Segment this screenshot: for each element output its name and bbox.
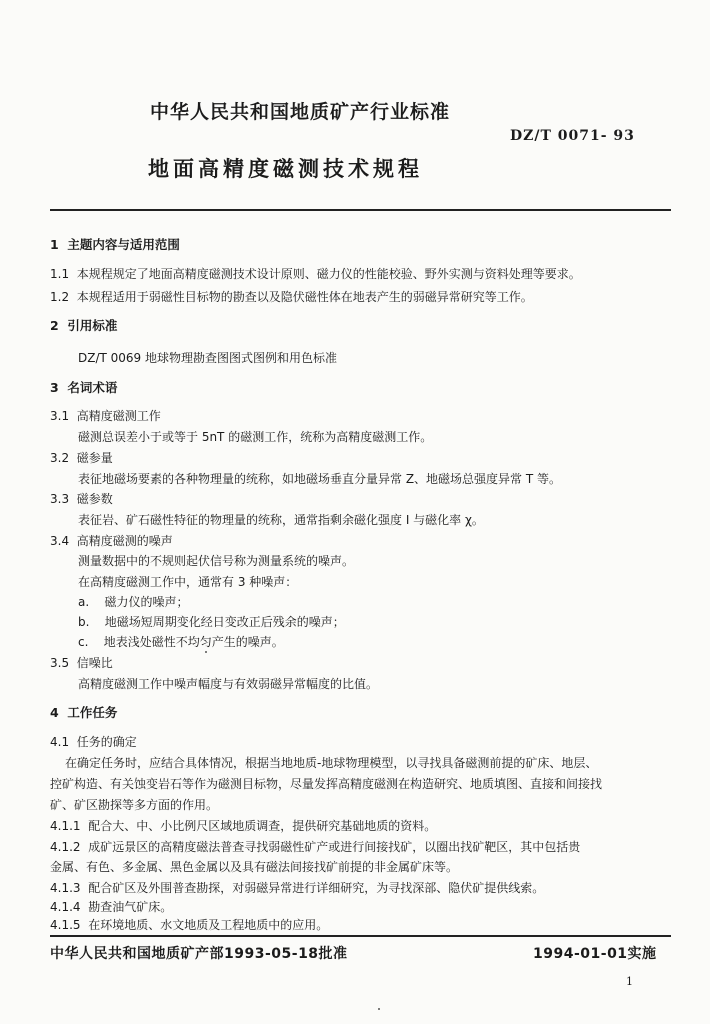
clause-text: 在环境地质、水文地质及工程地质中的应用。 (88, 918, 329, 932)
referenced-standard: DZ/T 0069 地球物理勘查图图式图例和用色标准 (78, 351, 338, 365)
document-title: 地面高精度磁测技术规程 (148, 157, 423, 181)
scan-speck (205, 651, 207, 653)
clause-4-1-paragraph-line-3: 矿、矿区勘探等多方面的作用。 (50, 798, 219, 812)
list-label: a. (78, 595, 90, 609)
noise-item-a (78, 594, 188, 610)
scan-speck (378, 1008, 380, 1010)
issuing-organization: 中华人民共和国地质矿产行业标准 (150, 101, 451, 123)
clause-1-2 (50, 289, 533, 305)
list-text: 地磁场短周期变化经日变改正后残余的噪声； (104, 615, 345, 629)
term-3-1-definition: 磁测总误差小于或等于 5nT 的磁测工作，统称为高精度磁测工作。 (78, 430, 433, 444)
list-label: b. (78, 615, 90, 629)
clause-number: 4.1.4 (50, 900, 81, 914)
clause-text: 本规程适用于弱磁性目标物的勘查以及隐伏磁性体在地表产生的弱磁异常研究等工作。 (76, 290, 533, 304)
section-1-heading (50, 237, 180, 253)
clause-text: 成矿远景区的高精度磁法普查寻找弱磁性矿产或进行间接找矿，以圈出找矿靶区，其中包括贵 (88, 840, 581, 854)
term-3-2-definition: 表征地磁场要素的各种物理量的统称，如地磁场垂直分量异常 Z、地磁场总强度异常 T 等。 (78, 472, 561, 486)
term-name: 高精度磁测的噪声 (76, 534, 173, 548)
clause-text: 勘查油气矿床。 (88, 900, 173, 914)
section-number: 2 (50, 318, 59, 333)
clause-4-1-3 (50, 880, 544, 896)
section-number: 3 (50, 380, 59, 395)
footer-divider (50, 935, 671, 937)
clause-4-1-4 (50, 899, 172, 915)
noise-item-b (78, 614, 345, 630)
clause-4-1-2 (50, 839, 580, 855)
header-divider (50, 209, 671, 211)
clause-4-1-paragraph-line-1: 在确定任务时，应结合具体情况，根据当地地质-地球物理模型，以寻找具备磁测前提的矿床、地层、 (65, 756, 598, 770)
section-number: 1 (50, 237, 59, 252)
term-3-5-definition: 高精度磁测工作中噪声幅度与有效弱磁异常幅度的比值。 (78, 677, 379, 691)
list-text: 磁力仪的噪声； (104, 595, 189, 609)
approval-statement: 中华人民共和国地质矿产部1993-05-18批准 (50, 946, 348, 962)
clause-4-1 (50, 734, 137, 750)
clause-4-1-paragraph-line-2: 控矿构造、有关蚀变岩石等作为磁测目标物，尽量发挥高精度磁测在构造研究、地质填图、直接和间接找 (50, 777, 603, 791)
term-name: 高精度磁测工作 (76, 409, 161, 423)
clause-number: 3.4 (50, 534, 70, 548)
clause-number: 4.1 (50, 735, 70, 749)
term-3-4 (50, 533, 173, 549)
clause-title: 任务的确定 (76, 735, 137, 749)
implementation-date: 1994-01-01实施 (533, 946, 657, 962)
section-title: 引用标准 (67, 318, 118, 333)
clause-number: 1.2 (50, 290, 70, 304)
section-3-heading (50, 380, 117, 396)
clause-4-1-2-line-2: 金属、有色、多金属、黑色金属以及具有磁法间接找矿前提的非金属矿床等。 (50, 860, 459, 874)
clause-4-1-1 (50, 818, 436, 834)
clause-number: 3.2 (50, 451, 70, 465)
clause-1-1 (50, 266, 581, 282)
term-name: 磁参量 (76, 451, 113, 465)
clause-text: 配合大、中、小比例尺区域地质调查，提供研究基础地质的资料。 (88, 819, 437, 833)
clause-number: 4.1.1 (50, 819, 81, 833)
clause-number: 4.1.5 (50, 918, 81, 932)
term-3-1 (50, 408, 161, 424)
term-3-4-noise-intro: 在高精度磁测工作中，通常有 3 种噪声： (78, 575, 298, 589)
term-3-3 (50, 491, 113, 507)
clause-number: 3.5 (50, 656, 70, 670)
page-number: 1 (626, 975, 633, 988)
section-title: 主题内容与适用范围 (67, 237, 180, 252)
clause-text: 本规程规定了地面高精度磁测技术设计原则、磁力仪的性能校验、野外实测与资料处理等要求。 (76, 267, 581, 281)
standard-code: DZ/T 0071- 93 (510, 128, 635, 144)
section-4-heading (50, 705, 117, 721)
list-text: 地表浅处磁性不均匀产生的噪声。 (103, 635, 284, 649)
clause-number: 3.3 (50, 492, 70, 506)
term-name: 磁参数 (76, 492, 113, 506)
term-name: 信噪比 (76, 656, 113, 670)
term-3-5 (50, 655, 113, 671)
section-title: 工作任务 (67, 705, 118, 720)
clause-number: 3.1 (50, 409, 70, 423)
clause-number: 1.1 (50, 267, 70, 281)
term-3-4-definition: 测量数据中的不规则起伏信号称为测量系统的噪声。 (78, 554, 355, 568)
noise-item-c (78, 634, 284, 650)
clause-4-1-5 (50, 917, 328, 933)
section-2-heading (50, 318, 117, 334)
list-label: c. (78, 635, 89, 649)
clause-number: 4.1.2 (50, 840, 81, 854)
clause-number: 4.1.3 (50, 881, 81, 895)
section-title: 名词术语 (67, 380, 118, 395)
clause-text: 配合矿区及外围普查勘探，对弱磁异常进行详细研究，为寻找深部、隐伏矿提供线索。 (88, 881, 545, 895)
section-number: 4 (50, 705, 59, 720)
term-3-2 (50, 450, 113, 466)
term-3-3-definition: 表征岩、矿石磁性特征的物理量的统称，通常指剩余磁化强度 I 与磁化率 χ。 (78, 513, 484, 527)
